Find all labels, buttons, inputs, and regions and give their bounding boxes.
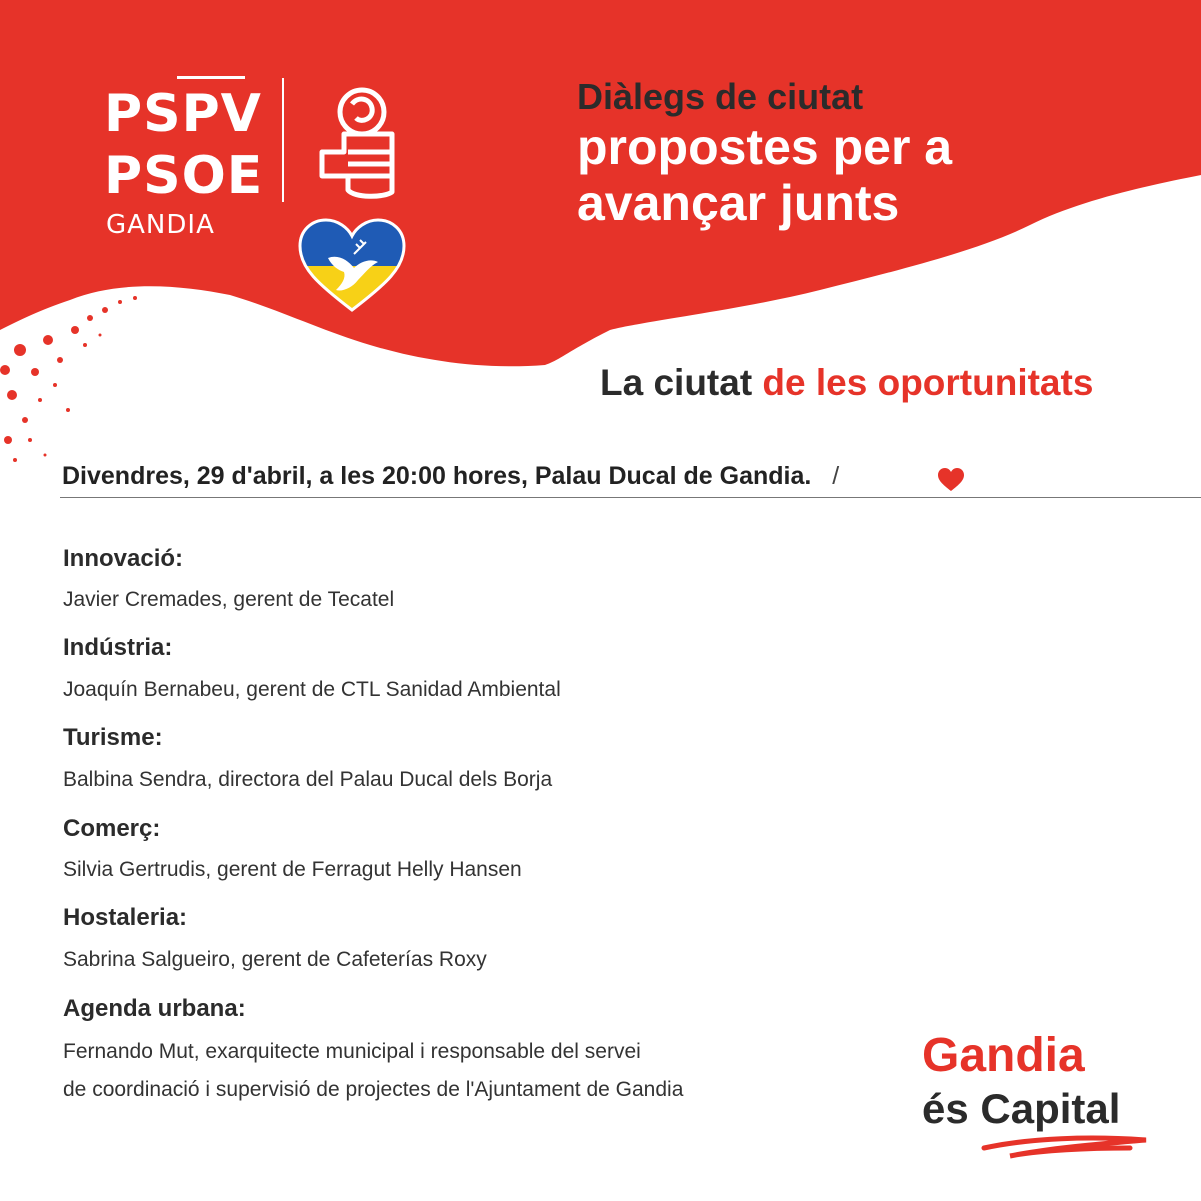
logo-psoe: PSOE — [104, 146, 264, 206]
section-hostaleria-title: Hostaleria: — [63, 904, 188, 931]
event-rule — [60, 497, 1201, 498]
heart-icon — [938, 468, 964, 492]
section-agenda-body: Fernando Mut, exarquitecte municipal i responsable del servei — [63, 1040, 641, 1063]
rose-fist-icon — [314, 84, 398, 202]
subtitle-part2: de les oportunitats — [762, 362, 1094, 403]
brand-line2: és Capital — [922, 1085, 1121, 1132]
event-separator: / — [832, 462, 840, 490]
subtitle — [600, 362, 1093, 404]
section-agenda-body-2: de coordinació i supervisió de projectes de l'Ajuntament de Gandia — [63, 1078, 684, 1101]
logo-overline — [177, 76, 245, 79]
section-innovacio-body: Javier Cremades, gerent de Tecatel — [63, 588, 395, 611]
logo-city: GANDIA — [106, 210, 215, 240]
logo-pspv: PSPV — [104, 84, 262, 144]
peace-dove-heart-icon — [298, 218, 406, 314]
section-industria-title: Indústria: — [63, 634, 173, 661]
event-details-text: Divendres, 29 d'abril, a les 20:00 hores, Palau Ducal de Gandia. — [62, 462, 812, 490]
section-comerc-title: Comerç: — [63, 815, 161, 842]
header-title-line1: propostes per a — [577, 119, 953, 175]
section-innovacio-title: Innovació: — [63, 545, 184, 572]
header-title-line2: avançar junts — [577, 175, 900, 231]
event-details — [62, 462, 839, 491]
brand-line1: Gandia — [922, 1029, 1085, 1082]
section-hostaleria-body: Sabrina Salgueiro, gerent de Cafeterías Roxy — [63, 948, 487, 971]
brand-underline-stroke — [980, 1130, 1150, 1160]
section-turisme-body: Balbina Sendra, directora del Palau Ducal dels Borja — [63, 768, 553, 791]
section-agenda-title: Agenda urbana: — [63, 995, 246, 1022]
section-industria-body: Joaquín Bernabeu, gerent de CTL Sanidad Ambiental — [63, 678, 561, 701]
section-turisme-title: Turisme: — [63, 724, 163, 751]
subtitle-part1: La ciutat — [600, 362, 753, 403]
section-comerc-body: Silvia Gertrudis, gerent de Ferragut Helly Hansen — [63, 858, 522, 881]
logo-divider — [282, 78, 284, 202]
header-kicker: Diàlegs de ciutat — [577, 76, 864, 117]
